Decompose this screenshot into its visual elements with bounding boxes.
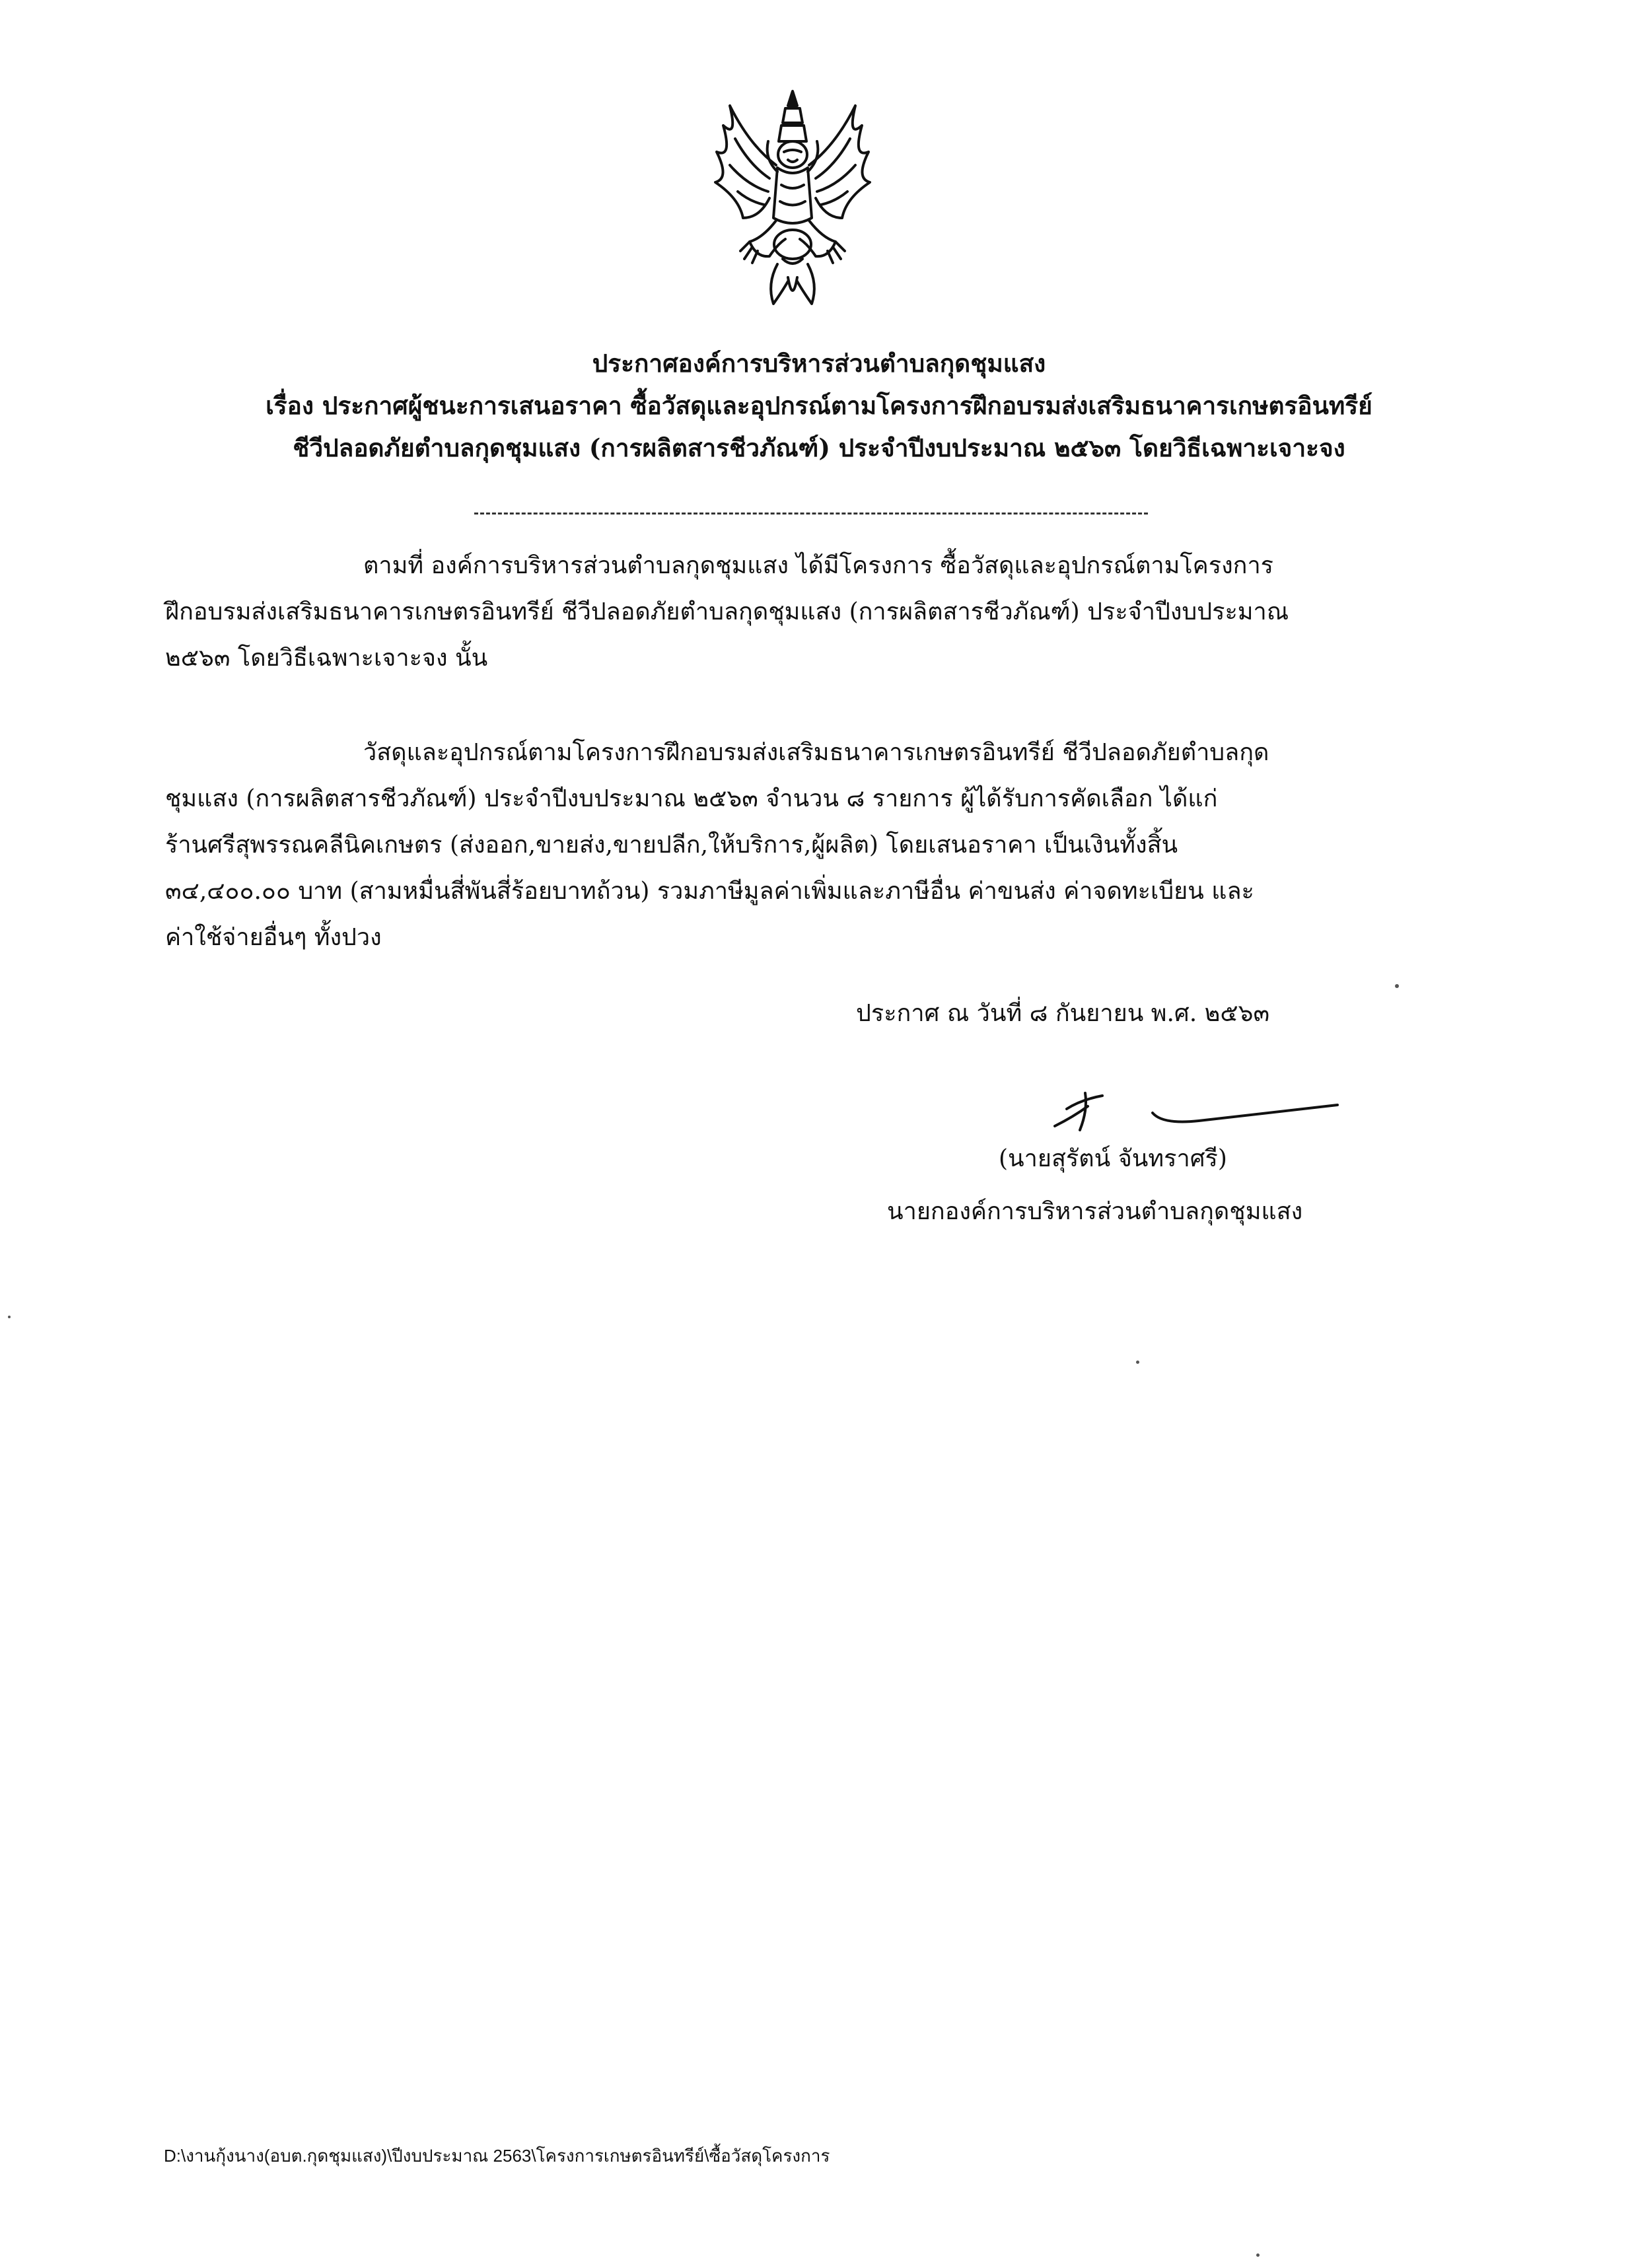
- dashed-divider: [474, 513, 1148, 514]
- signature-mark: [1047, 1073, 1351, 1139]
- title-line-2: เรื่อง ประกาศผู้ชนะการเสนอราคา ซื้อวัสดุและอุปกรณ์ตามโครงการฝึกอบรมส่งเสริมธนาคารเกษตรอินทรีย์: [266, 391, 1372, 420]
- body-paragraph-1: [165, 543, 1460, 682]
- footer-file-path: D:\งานกุ้งนาง(อบต.กุดชุมแสง)\ปีงบประมาณ 2563\โครงการเกษตรอินทรีย์\ซื้อวัสดุโครงการ: [164, 2146, 830, 2166]
- paragraph-2-line-1: วัสดุและอุปกรณ์ตามโครงการฝึกอบรมส่งเสริมธนาคารเกษตรอินทรีย์ ชีวีปลอดภัยตำบลกุด: [363, 739, 1269, 766]
- announcement-date: ประกาศ ณ วันที่ ๘ กันยายน พ.ศ. ๒๕๖๓: [856, 1000, 1270, 1027]
- paragraph-1-line-3: ๒๕๖๓ โดยวิธีเฉพาะเจาะจง นั้น: [165, 645, 488, 672]
- paragraph-1-line-1: ตามที่ องค์การบริหารส่วนตำบลกุดชุมแสง ได้มีโครงการ ซื้อวัสดุและอุปกรณ์ตามโครงการ: [363, 552, 1274, 579]
- title-line-3: ชีวีปลอดภัยตำบลกุดชุมแสง (การผลิตสารชีวภัณฑ์) ประจำปีงบประมาณ ๒๕๖๓ โดยวิธีเฉพาะเจาะจง: [293, 433, 1345, 462]
- garuda-emblem-icon: [703, 86, 882, 317]
- paragraph-2-line-4: ๓๔,๔๐๐.๐๐ บาท (สามหมื่นสี่พันสี่ร้อยบาทถ้วน) รวมภาษีมูลค่าเพิ่มและภาษีอื่น ค่าขนส่ง ค่าจดทะเบียน และ: [165, 878, 1254, 905]
- announcement-title: [132, 342, 1506, 469]
- body-paragraph-2: [165, 730, 1460, 961]
- paragraph-1-line-2: ฝึกอบรมส่งเสริมธนาคารเกษตรอินทรีย์ ชีวีปลอดภัยตำบลกุดชุมแสง (การผลิตสารชีวภัณฑ์) ประจำปีงบประมาณ: [165, 598, 1289, 625]
- scan-speck: [1395, 984, 1399, 988]
- paragraph-2-line-2: ชุมแสง (การผลิตสารชีวภัณฑ์) ประจำปีงบประมาณ ๒๕๖๓ จำนวน ๘ รายการ ผู้ได้รับการคัดเลือก ได้แก่: [165, 785, 1218, 812]
- signer-name: (นายสุรัตน์ จันทราศรี): [999, 1145, 1227, 1172]
- signer-position: นายกองค์การบริหารส่วนตำบลกุดชุมแสง: [887, 1198, 1303, 1225]
- title-line-1: ประกาศองค์การบริหารส่วนตำบลกุดชุมแสง: [592, 349, 1046, 378]
- paragraph-2-line-3: ร้านศรีสุพรรณคลีนิคเกษตร (ส่งออก,ขายส่ง,ขายปลีก,ให้บริการ,ผู้ผลิต) โดยเสนอราคา เป็นเงินทั้งสิ้น: [165, 832, 1178, 859]
- scan-speck: [1136, 1361, 1139, 1364]
- scan-speck: [8, 1316, 11, 1318]
- paragraph-2-line-5: ค่าใช้จ่ายอื่นๆ ทั้งปวง: [165, 924, 382, 951]
- scan-speck: [1256, 2253, 1260, 2257]
